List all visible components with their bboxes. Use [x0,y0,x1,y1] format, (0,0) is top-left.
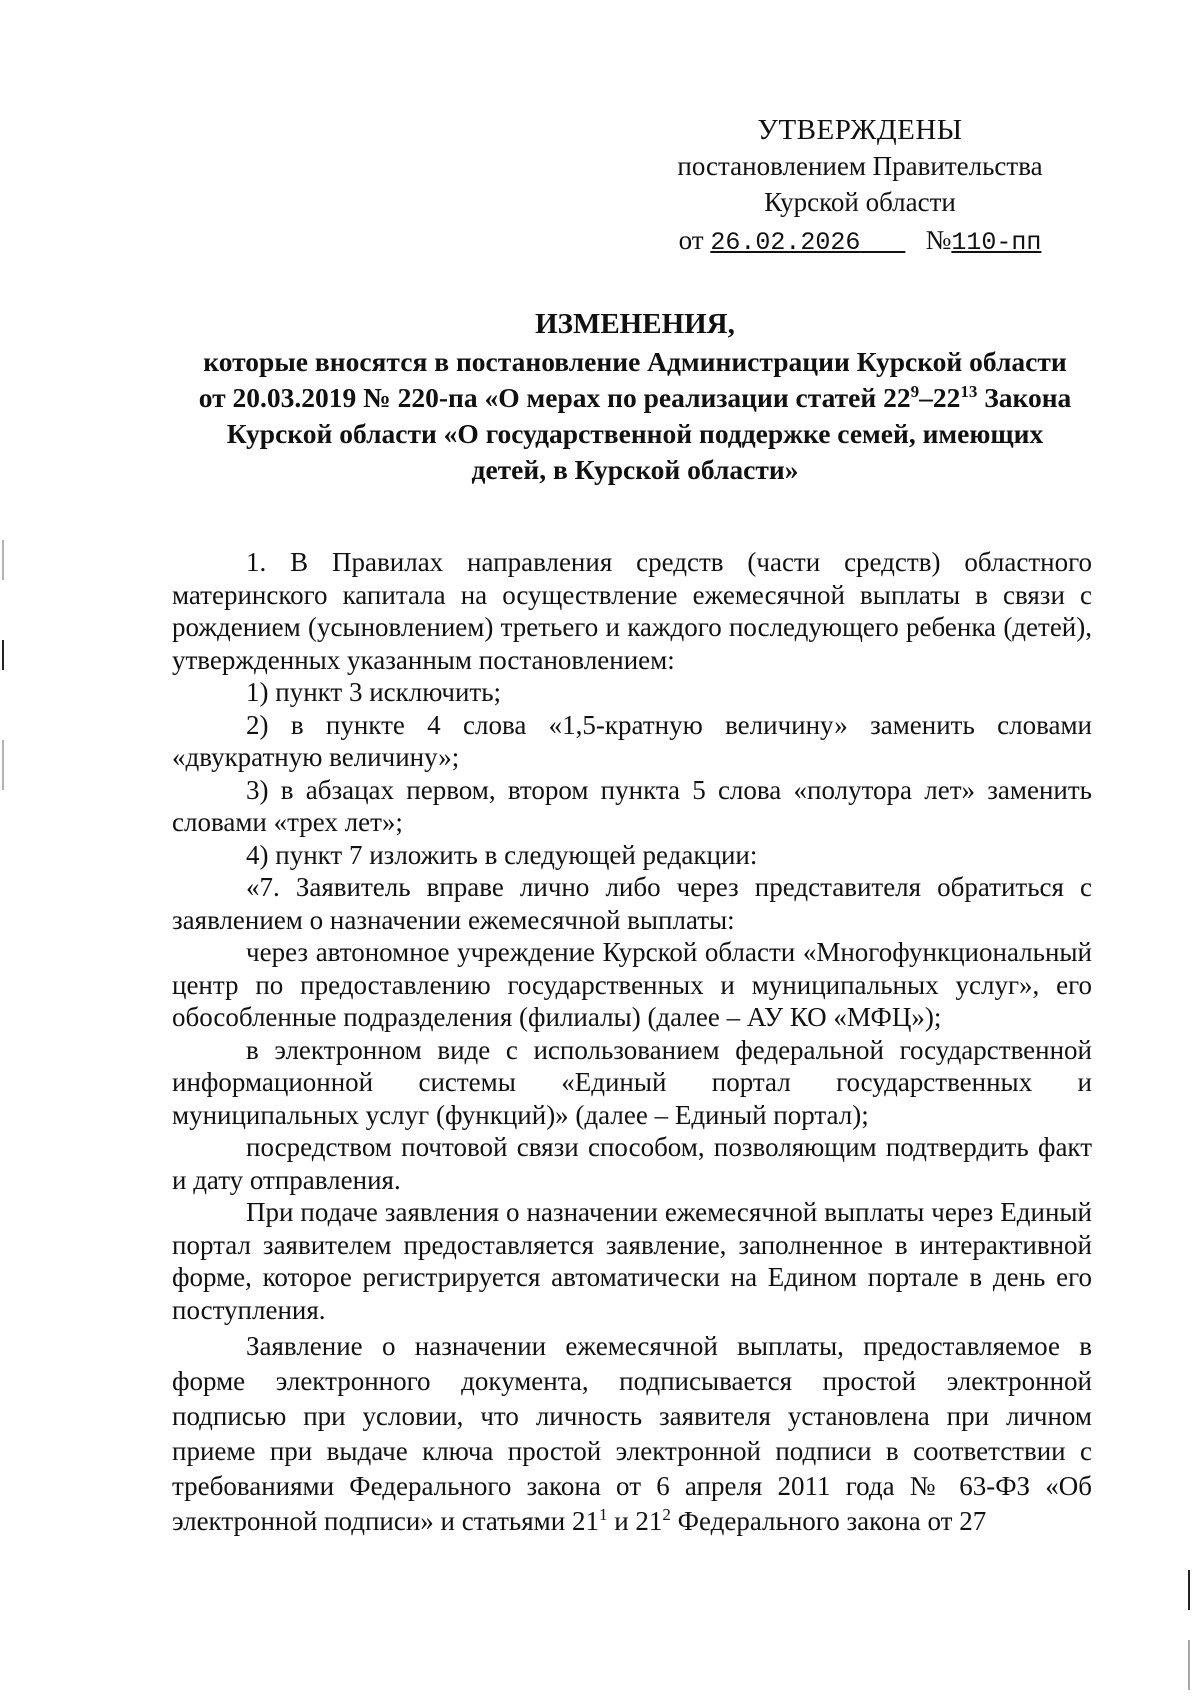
title-line-3: Курской области «О государственной поддержке семей, имеющих [226,418,1044,449]
approval-stamp: УТВЕРЖДЕНЫ [757,114,963,146]
title-main: ИЗМЕНЕНИЯ, [535,308,735,340]
date-prefix: от [678,225,704,255]
paragraph-9: посредством почтовой связи способом, позволяющим подтвердить факт и дату отправления. [172,1132,1092,1195]
approval-number: 110-пп [951,228,1042,257]
approval-date: 26.02.2026 [710,228,861,257]
paragraph-3: 2) в пункте 4 слова «1,5-кратную величину» заменить словами «двукратную величину»; [172,709,1092,772]
paragraph-7: через автономное учреждение Курской области «Многофункциональный центр по предоставлению государственных и муниципальных услуг», его обособленные подразделения (филиалы) (далее – АУ КО «МФЦ»); [172,937,1092,1032]
title-line-2-post: Закона [977,382,1072,413]
date-underline-pad [860,228,905,257]
document-title [170,306,1100,488]
document-body [172,546,1092,1539]
paragraph-1: 1. В Правилах направления средств (части средств) областного материнского капитала на осуществление ежемесячной выплаты в связи с рождением (усыновлением) третьего и каждого последующего ребенка (детей), утвержденных указанным постановлением: [172,547,1092,675]
scan-mark-left-1 [2,540,4,580]
approval-line-1: постановлением Правительства [677,151,1043,181]
paragraph-8: в электронном виде с использованием федеральной государственной информационной системы «Единый портал государственных и муниципальных услуг (функций)» (далее – Единый портал); [172,1034,1092,1130]
title-line-1: которые вносятся в постановление Администрации Курской области [203,346,1067,377]
scan-mark-right-2 [1188,1640,1190,1690]
title-sup-1: 9 [910,381,920,401]
title-line-2-pre: от 20.03.2019 № 220-па «О мерах по реализации статей 22 [198,382,911,413]
approval-date-line [660,222,1060,261]
paragraph-10: При подаче заявления о назначении ежемесячной выплаты через Единый портал заявителем предоставляется заявление, заполненное в интерактивной форме, которое регистрируется автоматически на Едином портале в день его поступления. [172,1197,1092,1325]
number-prefix: № [925,225,952,255]
paragraph-4: 3) в абзацах первом, втором пункта 5 слова «полутора лет» заменить словами «трех лет»; [172,774,1092,837]
approval-line-2: Курской области [764,187,956,217]
scan-mark-left-2 [2,640,4,670]
paragraph-11-post: Федерального закона от 27 [670,1506,987,1536]
scan-mark-left-3 [2,740,4,790]
p11-sup-2: 2 [662,1505,671,1524]
title-line-4: детей, в Курской области» [471,454,799,485]
p11-sup-1: 1 [598,1505,608,1524]
paragraph-2: 1) пункт 3 исключить; [246,677,502,707]
paragraph-11-mid: и 21 [607,1506,663,1536]
scan-mark-right-1 [1188,1570,1190,1610]
paragraph-5: 4) пункт 7 изложить в следующей редакции: [246,839,758,870]
approval-block [660,112,1060,261]
paragraph-11 [172,1329,1092,1539]
paragraph-11-pre: Заявление о назначении ежемесячной выплаты, предоставляемое в форме электронного документа, подписывается простой электронной подписью при условии, что личность заявителя установлена при личном приеме при выдаче ключа простой электронной подписи в соответствии с требованиями Федерального закона от 6 апреля 2011 года № 63-ФЗ «Об электронной подписи» и статьями 21 [172,1331,1092,1536]
title-sup-2: 13 [960,381,978,401]
title-line-2 [170,380,1100,416]
title-line-2-mid: –22 [919,382,961,413]
paragraph-6: «7. Заявитель вправе лично либо через представителя обратиться с заявлением о назначении ежемесячной выплаты: [172,872,1092,935]
